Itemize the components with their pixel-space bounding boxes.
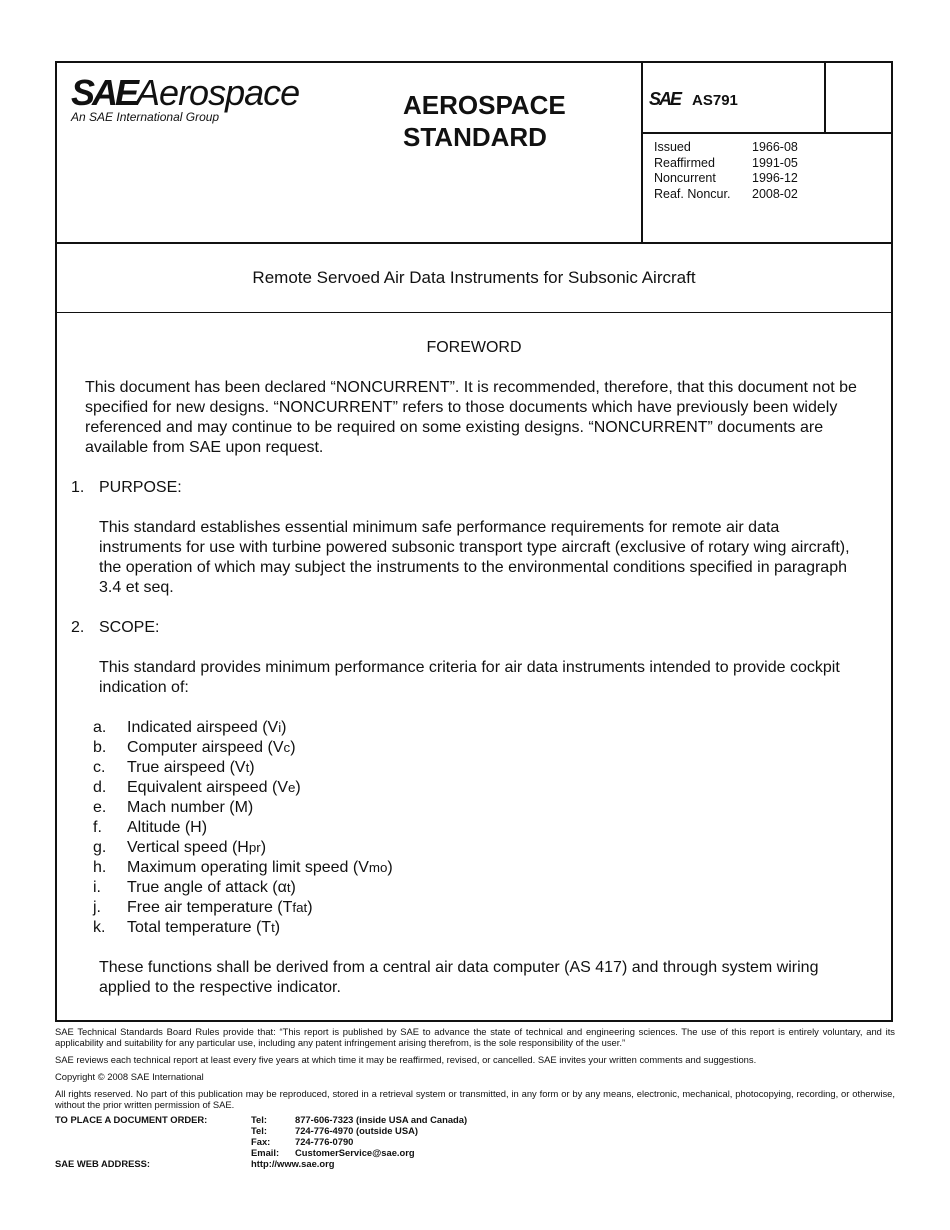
list-item: j. Free air temperature (T fat ) xyxy=(93,899,313,916)
standard-line-2: STANDARD xyxy=(403,122,547,152)
contact-row: Fax: 724-776-0790 xyxy=(251,1136,354,1147)
copyright-text: Copyright © 2008 SAE International xyxy=(55,1071,204,1082)
document-dates xyxy=(654,140,798,202)
foreword-heading: FOREWORD xyxy=(426,339,522,356)
sae-aerospace-logo xyxy=(71,72,300,124)
indication-list xyxy=(93,718,891,938)
date-row: Reaf. Noncur. 2008-02 xyxy=(654,186,798,201)
docno-underline xyxy=(641,132,891,134)
standard-type xyxy=(403,89,566,153)
board-rules-text: SAE Technical Standards Board Rules provide that: “This report is published by SAE to advance the state of technical and engineering sciences. The use of this report is entirely voluntary, and its applicability and suitability for any particular use, including any patent infringement arising therefrom, is the sole responsibility of the user.” xyxy=(55,1026,895,1048)
list-item: g. Vertical speed (H pr ) xyxy=(93,839,267,856)
section-heading: 2. SCOPE: xyxy=(71,619,160,636)
contact-row: Email: CustomerService@sae.org xyxy=(251,1147,415,1158)
scope-text: This standard provides minimum performance criteria for air data instruments intended to provide cockpit indication of: xyxy=(99,659,840,696)
section-heading: 1. PURPOSE: xyxy=(71,479,182,496)
standard-line-1: AEROSPACE xyxy=(403,90,566,120)
date-row: Reaffirmed 1991-05 xyxy=(654,155,798,170)
section-scope xyxy=(57,618,891,998)
legal-footer xyxy=(55,1026,895,1169)
website-link[interactable]: http://www.sae.org xyxy=(251,1158,335,1169)
date-row: Issued 1966-08 xyxy=(654,140,798,154)
section-purpose xyxy=(57,478,891,598)
list-item: k. Total temperature (T t ) xyxy=(93,919,281,936)
logo-sae-text: SAE xyxy=(71,72,137,113)
list-item: i. True angle of attack (α t ) xyxy=(93,879,296,896)
header-divider xyxy=(57,242,891,244)
order-contacts xyxy=(55,1114,895,1169)
contact-row: TO PLACE A DOCUMENT ORDER: Tel: 877-606-7323 (inside USA and Canada) xyxy=(55,1114,468,1125)
contact-row: Tel: 724-776-4970 (outside USA) xyxy=(251,1125,418,1136)
logo-aerospace-text: Aerospace xyxy=(136,72,300,113)
sae-mini-logo: SAE xyxy=(649,89,681,109)
document-frame xyxy=(55,61,893,1022)
foreword-text: This document has been declared “NONCURRENT”. It is recommended, therefore, that this document not be specified for new designs. “NONCURRENT” refers to those documents which have previously been widely referenced and may continue to be required on some existing designs. “NONCURRENT” documents are available from SAE upon request. xyxy=(85,379,857,456)
logo-tagline: An SAE International Group xyxy=(71,110,220,124)
list-item: h. Maximum operating limit speed (V mo ) xyxy=(93,859,393,876)
date-row: Noncurrent 1996-12 xyxy=(654,171,798,185)
list-item: e. Mach number (M) xyxy=(93,799,254,816)
contact-row: SAE WEB ADDRESS: http://www.sae.org xyxy=(55,1158,335,1169)
docinfo-divider xyxy=(641,63,643,243)
list-item: b. Computer airspeed (V c ) xyxy=(93,739,296,756)
scope-closing-text: These functions shall be derived from a central air data computer (AS 417) and through system wiring applied to the respective indicator. xyxy=(99,959,819,996)
review-text: SAE reviews each technical report at least every five years at which time it may be reaffirmed, revised, or cancelled. SAE invites your written comments and suggestions. xyxy=(55,1054,757,1065)
list-item: a. Indicated airspeed (V i ) xyxy=(93,719,287,736)
rights-text: All rights reserved. No part of this publication may be reproduced, stored in a retrieval system or transmitted, in any form or by any means, electronic, mechanical, photocopying, recording, or otherwise, without the prior written permission of SAE. xyxy=(55,1088,895,1110)
email-link[interactable]: CustomerService@sae.org xyxy=(295,1147,415,1158)
list-item: f. Altitude (H) xyxy=(93,819,208,836)
document-number-text: AS791 xyxy=(692,92,738,109)
purpose-text: This standard establishes essential minimum safe performance requirements for remote air data instruments for use with turbine powered subsonic transport type aircraft (exclusive of rotary wing aircraft), the operation of which may subject the instruments to the environmental conditions specified in paragraph 3.4 et seq. xyxy=(99,519,850,596)
list-item: c. True airspeed (V t ) xyxy=(93,759,255,776)
document-body xyxy=(57,338,891,998)
document-number xyxy=(649,89,738,110)
document-title: Remote Servoed Air Data Instruments for Subsonic Aircraft xyxy=(252,268,696,287)
title-divider xyxy=(57,312,891,313)
docno-divider xyxy=(824,63,826,133)
list-item: d. Equivalent airspeed (V e ) xyxy=(93,779,301,796)
